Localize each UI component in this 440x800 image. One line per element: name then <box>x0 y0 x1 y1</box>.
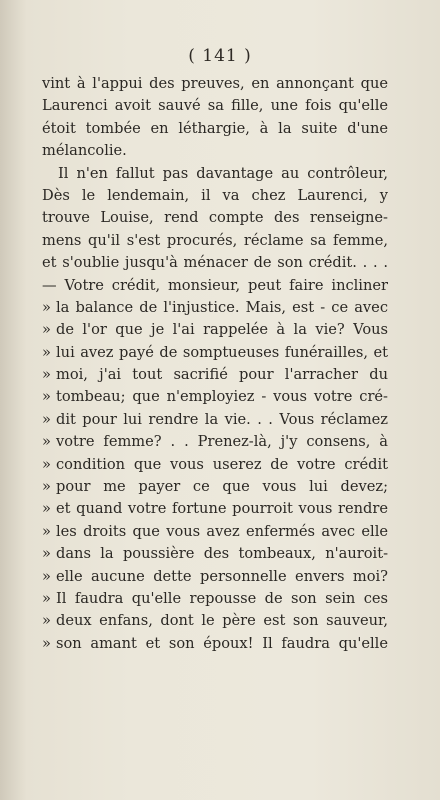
text-line: Laurenci avoit sauvé sa fille, une fois qu'elle <box>42 97 388 115</box>
quote-marker: » <box>42 522 51 540</box>
text-line <box>42 386 388 408</box>
quote-marker: » <box>42 321 51 339</box>
text-line: mens qu'il s'est procurés, réclame sa femme, <box>42 231 388 249</box>
line-text: lui avez payé de somptueuses funérailles, et <box>56 343 388 361</box>
quote-marker: » <box>42 298 51 316</box>
quote-marker: » <box>42 410 51 428</box>
text-line <box>42 319 388 341</box>
text-line: vint à l'appui des preuves, en annonçant que <box>42 75 388 92</box>
text-line <box>42 610 388 632</box>
text-line: trouve Louise, rend compte des renseigne- <box>42 209 388 227</box>
text-line <box>42 476 388 498</box>
quote-marker: » <box>42 366 51 384</box>
line-text: votre femme? . . Prenez-là, j'y consens, à <box>56 433 388 451</box>
quote-marker: » <box>42 634 51 652</box>
text-line: Dès le lendemain, il va chez Laurenci, y <box>42 186 388 204</box>
line-text: la balance de l'injustice. Mais, est - ce avec <box>56 298 388 316</box>
text-line <box>42 588 388 610</box>
line-text: condition que vous userez de votre crédit <box>56 455 388 473</box>
text-line: — Votre crédit, monsieur, peut faire incliner <box>42 276 388 294</box>
text-line <box>42 431 388 453</box>
line-text: deux enfans, dont le père est son sauveur, <box>56 612 388 630</box>
line-text: de l'or que je l'ai rappelée à la vie? Vous <box>56 321 388 339</box>
quote-marker: » <box>42 612 51 630</box>
text-line <box>42 521 388 543</box>
text-line <box>42 454 388 476</box>
line-text: moi, j'ai tout sacrifié pour l'arracher du <box>56 366 388 384</box>
line-text: pour me payer ce que vous lui devez; <box>56 478 388 496</box>
line-text: Il faudra qu'elle repousse de son sein ces <box>56 589 388 607</box>
line-text: et quand votre fortune pourroit vous rendre <box>56 500 388 518</box>
line-text: son amant et son époux! Il faudra qu'elle <box>56 634 388 652</box>
line-text: dans la poussière des tombeaux, n'auroit- <box>56 545 388 563</box>
text-line: étoit tombée en léthargie, à la suite d'une <box>42 119 388 137</box>
line-text: elle aucune dette personnelle envers moi? <box>56 567 388 585</box>
text-block <box>42 73 388 655</box>
text-line: et s'oublie jusqu'à ménacer de son crédit. . . . <box>42 254 388 272</box>
text-line <box>42 633 388 655</box>
text-line <box>42 364 388 386</box>
quote-marker: » <box>42 478 51 496</box>
text-line <box>42 297 388 319</box>
quote-marker: » <box>42 455 51 473</box>
quote-marker: » <box>42 567 51 585</box>
quote-marker: » <box>42 545 51 563</box>
page-number: ( 141 ) <box>188 46 252 66</box>
text-line <box>42 566 388 588</box>
quote-marker: » <box>42 589 51 607</box>
line-text: les droits que vous avez enfermés avec elle <box>56 522 388 540</box>
quote-marker: » <box>42 343 51 361</box>
quote-marker: » <box>42 500 51 518</box>
line-text: dit pour lui rendre la vie. . . Vous réclamez <box>56 410 388 428</box>
text-line <box>42 409 388 431</box>
quote-marker: » <box>42 388 51 406</box>
quote-marker: » <box>42 433 51 451</box>
text-line <box>42 543 388 565</box>
text-line <box>42 498 388 520</box>
text-line <box>42 342 388 364</box>
line-text: tombeau; que n'employiez - vous votre cré- <box>56 388 388 406</box>
text-line: Il n'en fallut pas davantage au contrôleur, <box>58 164 388 182</box>
text-line: mélancolie. <box>42 142 127 160</box>
